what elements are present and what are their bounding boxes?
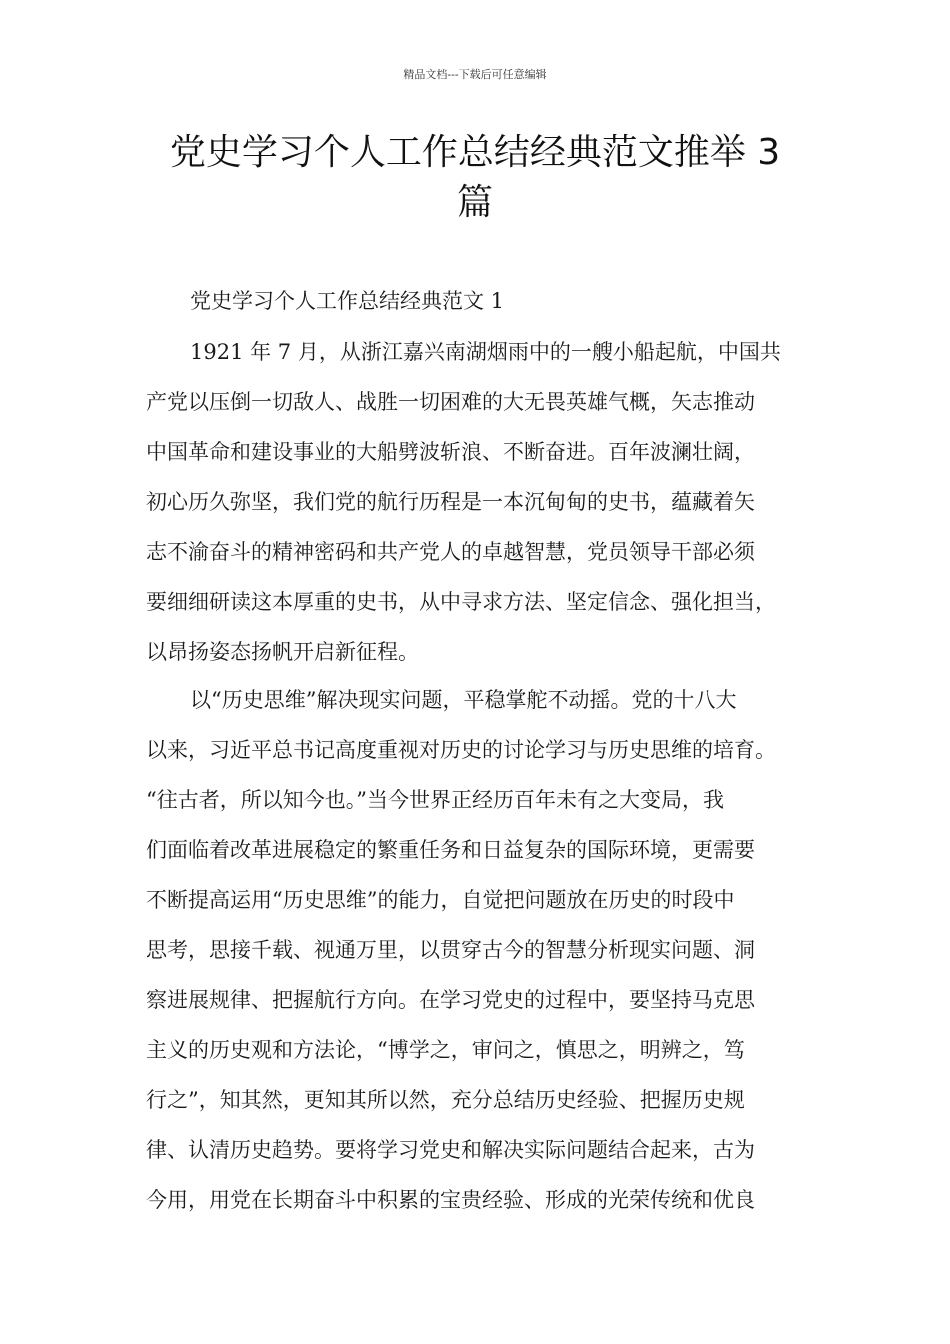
paragraph-2-line: 以来，习近平总书记高度重视对历史的讨论学习与历史思维的培育。 [146, 738, 776, 762]
paragraph-1-line: 中国革命和建设事业的大船劈波斩浪、不断奋进。百年波澜壮阔， [146, 440, 755, 464]
title-line-2: 篇 [456, 182, 493, 223]
paragraph-1-line: 1921 年 7 月，从浙江嘉兴南湖烟雨中的一艘小船起航，中国共 [190, 340, 781, 364]
paragraph-2-line: 律、认清历史趋势。要将学习党史和解决实际问题结合起来，古为 [146, 1138, 755, 1162]
paragraph-1-line: 志不渝奋斗的精神密码和共产党人的卓越智慧，党员领导干部必须 [146, 540, 755, 564]
paragraph-2-line: 们面临着改革进展稳定的繁重任务和日益复杂的国际环境，更需要 [146, 838, 755, 862]
paragraph-2-line: 今用，用党在长期奋斗中积累的宝贵经验、形成的光荣传统和优良 [146, 1188, 755, 1212]
paragraph-2-line: 以“历史思维”解决现实问题，平稳掌舵不动摇。党的十八大 [190, 688, 737, 712]
paragraph-2-line: 不断提高运用“历史思维”的能力，自觉把问题放在历史的时段中 [146, 888, 735, 912]
document-title [140, 128, 810, 228]
section-heading: 党史学习个人工作总结经典范文 1 [190, 289, 505, 313]
header-note: 精品文档---下载后可任意编辑 [403, 68, 547, 81]
paragraph-1-line: 以昂扬姿态扬帆开启新征程。 [146, 640, 419, 664]
paragraph-1-line: 初心历久弥坚，我们党的航行历程是一本沉甸甸的史书，蕴藏着矢 [146, 490, 755, 514]
paragraph-2-line: 思考，思接千载、视通万里，以贯穿古今的智慧分析现实问题、洞 [146, 938, 755, 962]
paragraph-2-line: 察进展规律、把握航行方向。在学习党史的过程中，要坚持马克思 [146, 988, 755, 1012]
paragraph-2-line: 行之”，知其然，更知其所以然，充分总结历史经验、把握历史规 [146, 1088, 745, 1112]
paragraph-2-line: 主义的历史观和方法论，“博学之，审问之，慎思之，明辨之，笃 [146, 1038, 745, 1062]
paragraph-2-line: “往古者，所以知今也。”当今世界正经历百年未有之大变局，我 [146, 788, 724, 812]
paragraph-1-line: 产党以压倒一切敌人、战胜一切困难的大无畏英雄气概，矢志推动 [146, 390, 755, 414]
paragraph-1-line: 要细细研读这本厚重的史书，从中寻求方法、坚定信念、强化担当， [146, 590, 776, 614]
title-line-1: 党史学习个人工作总结经典范文推举 3 [169, 132, 781, 173]
